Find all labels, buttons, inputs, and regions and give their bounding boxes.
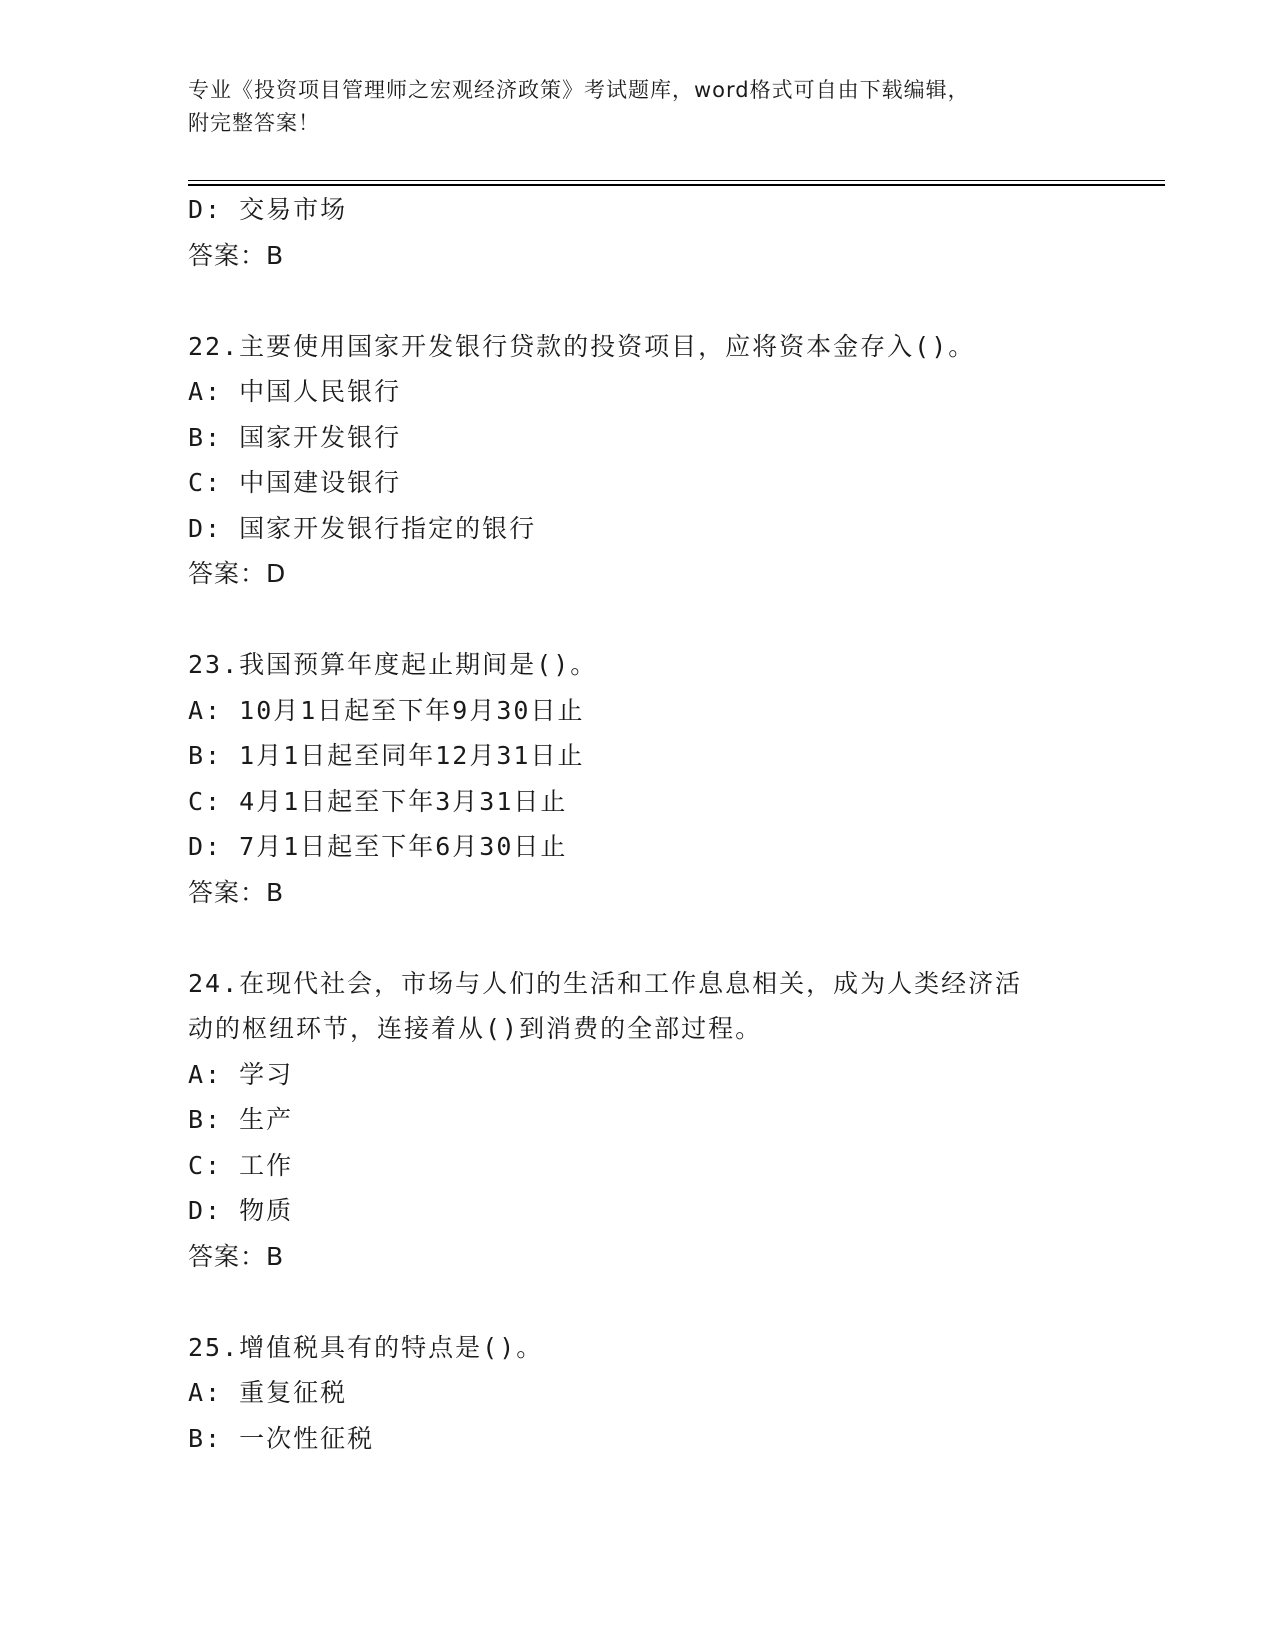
question-list [188, 187, 1108, 1461]
option-c: C: 4月1日起至下年3月31日止 [188, 786, 568, 816]
option-b: B: 一次性征税 [188, 1423, 375, 1453]
question-stem: 24.在现代社会，市场与人们的生活和工作息息相关，成为人类经济活 [188, 968, 1023, 998]
answer-line: 答案：D [188, 559, 287, 588]
option-b: B: 生产 [188, 1105, 294, 1134]
option-d: D: 交易市场 [188, 195, 348, 224]
option-a: A: 重复征税 [188, 1378, 348, 1407]
answer-line: 答案：B [188, 240, 285, 270]
document-header [188, 74, 1088, 140]
header-divider-thin [188, 180, 1165, 181]
option-c: C: 中国建设银行 [188, 468, 402, 497]
question-stem: 23.我国预算年度起止期间是()。 [188, 650, 598, 679]
question-23 [188, 642, 1108, 915]
option-d: D: 7月1日起至下年6月30日止 [188, 832, 568, 861]
spacer [188, 278, 1108, 324]
question-21-fragment [188, 187, 1108, 278]
option-b: B: 国家开发银行 [188, 422, 402, 452]
question-25 [188, 1325, 1108, 1462]
question-stem: 22.主要使用国家开发银行贷款的投资项目，应将资本金存入()。 [188, 331, 976, 361]
spacer [188, 1279, 1108, 1325]
spacer [188, 915, 1108, 961]
option-b: B: 1月1日起至同年12月31日止 [188, 741, 585, 770]
option-d: D: 物质 [188, 1196, 294, 1225]
answer-line: 答案：B [188, 877, 285, 907]
option-a: A: 中国人民银行 [188, 377, 402, 406]
header-divider-thick [188, 184, 1165, 186]
header-line-1: 专业《投资项目管理师之宏观经济政策》考试题库，word格式可自由下载编辑， [188, 78, 970, 102]
spacer [188, 597, 1108, 643]
question-24 [188, 961, 1108, 1280]
question-22 [188, 324, 1108, 597]
answer-line: 答案：B [188, 1241, 285, 1271]
question-stem-continued: 动的枢纽环节，连接着从()到消费的全部过程。 [188, 1014, 763, 1043]
option-a: A: 10月1日起至下年9月30日止 [188, 695, 585, 725]
header-line-2: 附完整答案！ [188, 111, 320, 135]
option-c: C: 工作 [188, 1150, 294, 1180]
option-a: A: 学习 [188, 1059, 294, 1089]
question-stem: 25.增值税具有的特点是()。 [188, 1332, 544, 1362]
option-d: D: 国家开发银行指定的银行 [188, 513, 537, 543]
